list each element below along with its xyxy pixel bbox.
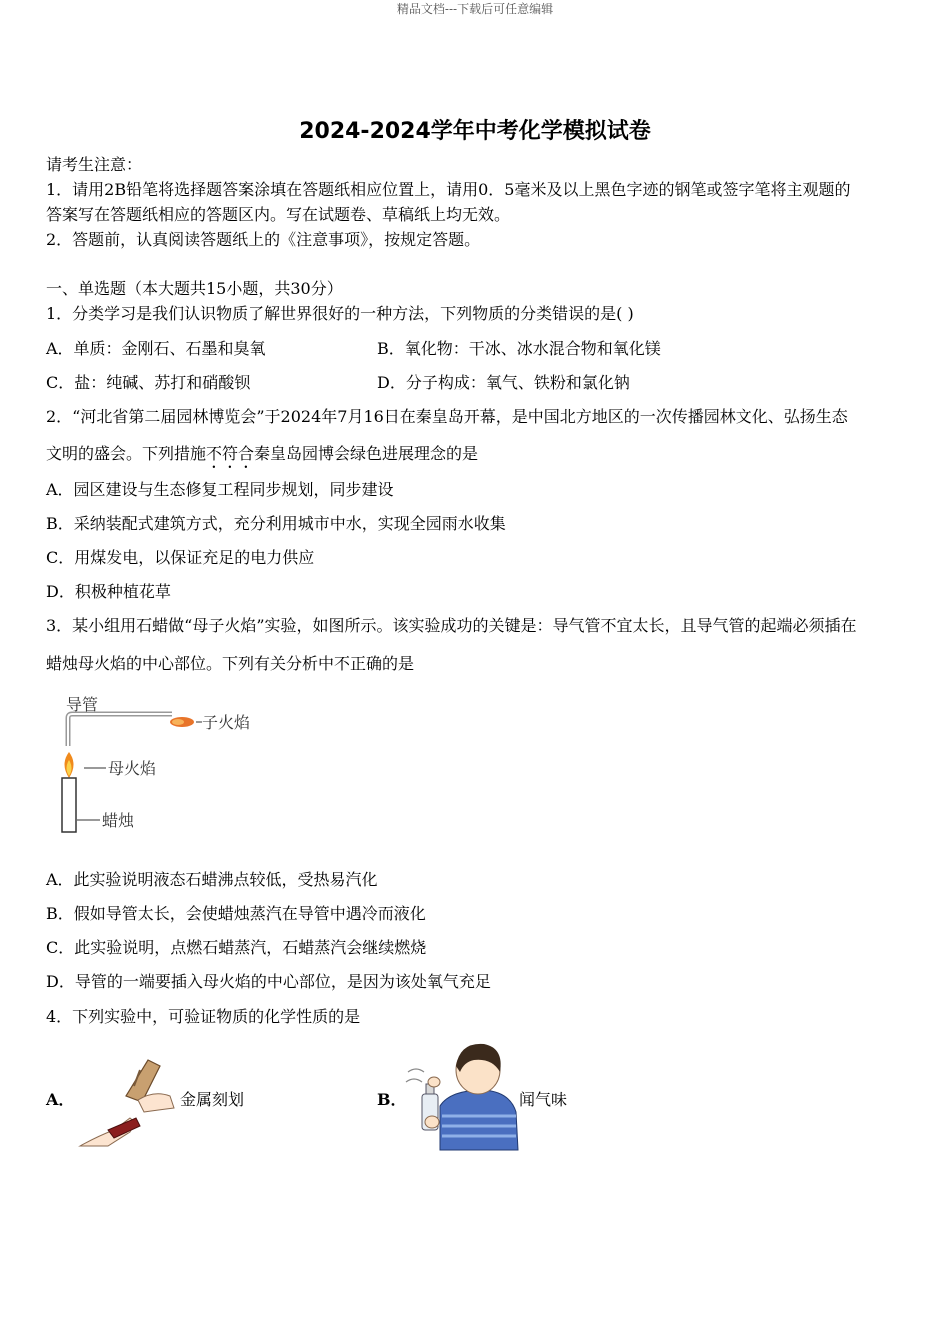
smell-gas-image [404, 1036, 520, 1152]
notice-heading: 请考生注意： [46, 155, 143, 174]
label-candle: 蜡烛 [102, 811, 135, 830]
q2-stem-post: 秦皇岛园博会绿色进展理念的是 [254, 444, 479, 463]
q1-option-a: A．单质：金刚石、石墨和臭氧 [46, 339, 266, 358]
q2-stem-line-2 [46, 441, 478, 472]
q2-stem-emphasis: 不符合 [206, 444, 255, 463]
q3-option-a: A．此实验说明液态石蜡沸点较低，受热易汽化 [46, 870, 378, 889]
q4-stem: 4．下列实验中，可验证物质的化学性质的是 [46, 1007, 361, 1026]
q4-option-a-caption: 金属刻划 [180, 1090, 245, 1109]
q3-stem-line-2: 蜡烛母火焰的中心部位。下列有关分析中不正确的是 [46, 654, 415, 673]
q2-option-a: A．园区建设与生态修复工程同步规划，同步建设 [46, 480, 394, 499]
label-tube: 导管 [66, 695, 99, 714]
q1-option-b: B．氧化物：干冰、冰水混合物和氧化镁 [377, 339, 661, 358]
q2-option-d: D．积极种植花草 [46, 582, 171, 601]
q2-option-b: B．采纳装配式建筑方式，充分利用城市中水，实现全园雨水收集 [46, 514, 506, 533]
q1-option-d: D．分子构成：氧气、铁粉和氯化钠 [377, 373, 630, 392]
q3-option-c: C．此实验说明，点燃石蜡蒸汽，石蜡蒸汽会继续燃烧 [46, 938, 427, 957]
notice-line-2: 2．答题前，认真阅读答题纸上的《注意事项》，按规定答题。 [46, 230, 481, 249]
q4-option-b-letter: B． [377, 1090, 407, 1109]
q1-stem: 1．分类学习是我们认识物质了解世界很好的一种方法，下列物质的分类错误的是( ) [46, 304, 634, 323]
candle-icon [62, 778, 76, 832]
page-header: 精品文档---下载后可任意编辑 [396, 2, 554, 16]
q1-option-c: C．盐：纯碱、苏打和硝酸钡 [46, 373, 251, 392]
q2-stem-pre: 文明的盛会。下列措施 [46, 444, 207, 463]
notice-line-1a: 1．请用2B铅笔将选择题答案涂填在答题纸相应位置上，请用0．5毫米及以上黑色字迹的钢笔或签字笔将主观题的 [46, 180, 851, 199]
q3-option-b: B．假如导管太长，会使蜡烛蒸汽在导管中遇冷而液化 [46, 904, 426, 923]
notice-line-1b: 答案写在答题纸相应的答题区内。写在试题卷、草稿纸上均无效。 [46, 205, 511, 224]
q4-option-a-letter: A． [46, 1090, 75, 1109]
q3-stem-line-1: 3．某小组用石蜡做“母子火焰”实验，如图所示。该实验成功的关键是：导气管不宜太长，且导气管的起端必须插在 [46, 616, 857, 635]
boy-shirt-icon [440, 1090, 518, 1150]
q3-option-d: D．导管的一端要插入母火焰的中心部位，是因为该处氧气充足 [46, 972, 491, 991]
section-heading: 一、单选题（本大题共15小题，共30分） [46, 279, 343, 298]
metal-scratch-image [78, 1056, 178, 1152]
label-mother-flame: 母火焰 [108, 759, 157, 778]
page-title: 2024-2024学年中考化学模拟试卷 [299, 119, 651, 144]
q2-stem-line-1: 2．“河北省第二届园林博览会”于2024年7月16日在秦皇岛开幕，是中国北方地区的一次传播园林文化、弘扬生态 [46, 407, 848, 426]
tube-icon [68, 714, 172, 746]
q2-option-c: C．用煤发电，以保证充足的电力供应 [46, 548, 315, 567]
q4-option-b-caption: 闻气味 [519, 1090, 568, 1109]
candle-experiment-figure [50, 688, 290, 838]
label-child-flame: 子火焰 [202, 713, 251, 732]
